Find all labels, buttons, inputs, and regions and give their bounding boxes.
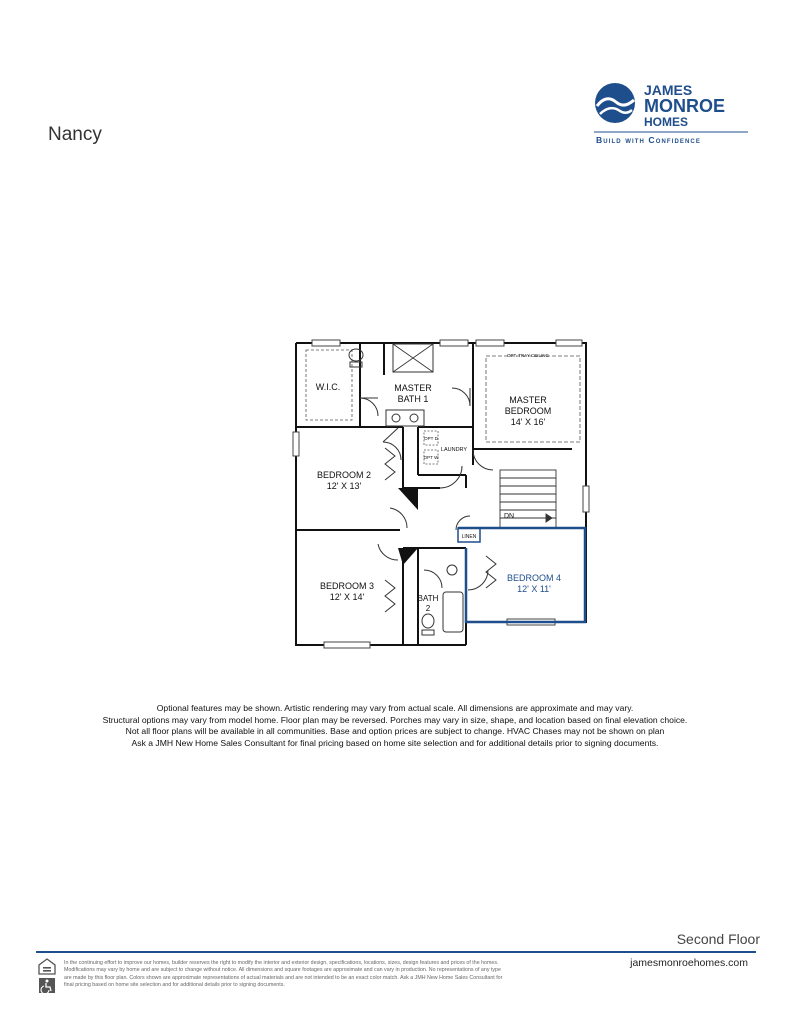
opt-washer-label: OPT W (423, 455, 439, 460)
room-label-bedroom4: BEDROOM 4 (506, 573, 562, 583)
opt-tray-ceiling-label: OPT. TRAY CEILING (506, 353, 550, 358)
room-dim-master-bedroom: 14' X 16' (510, 417, 546, 427)
logo-line3: HOMES (644, 115, 689, 129)
room-label-master-bedroom: MASTER (509, 395, 547, 405)
footer-legal-line: In the continuing effort to improve our homes, builder reserves the right to modify the interior and exterior design, specifications, locations, sizes, design features and prices of the homes. (64, 960, 499, 966)
logo-tagline: Build with Confidence (596, 135, 701, 145)
disclaimer-line: Structural options may vary from model home. Floor plan may be reversed. Porches may vary in size, shape, and location based on final elevation choice. (102, 714, 688, 725)
logo-line1: JAMES (644, 82, 693, 98)
room-label-wic: W.I.C. (315, 382, 341, 392)
svg-text:BEDROOM: BEDROOM (504, 406, 552, 416)
room-dim-bedroom2: 12' X 13' (326, 481, 362, 491)
disclaimer-line: Optional features may be shown. Artistic rendering may vary from actual scale. All dimensions are approximate and may vary. (156, 703, 634, 713)
logo-line2: MONROE (644, 96, 725, 116)
floor-label: Second Floor (676, 931, 760, 947)
disclaimer (60, 703, 730, 749)
footer-divider (36, 951, 756, 953)
room-label-bedroom3: BEDROOM 3 (319, 581, 375, 591)
disclaimer-line: Not all floor plans will be available in all communities. Base and option prices are subject to change. HVAC Chases may not be shown on plan (125, 726, 665, 737)
room-label-linen: LINEN (461, 534, 477, 540)
footer-legal-line: final pricing based on home site selection and for additional details prior to signing documents. (64, 982, 285, 989)
disclaimer-line: Ask a JMH New Home Sales Consultant for final pricing based on home site selection and for additional details prior to signing documents. (131, 737, 659, 748)
svg-text:2: 2 (425, 604, 431, 613)
stairs-down-label: DN (503, 513, 515, 520)
room-dim-bedroom4: 12' X 11' (517, 584, 551, 594)
website-link[interactable]: jamesmonroehomes.com (630, 957, 748, 969)
room-label-bath2: BATH (417, 594, 439, 603)
room-label-laundry: LAUNDRY (440, 447, 468, 453)
plan-name: Nancy (48, 124, 102, 145)
equal-housing-icon (38, 958, 56, 994)
footer-legal-line: are made by this floor plan. Colors shown are approximate representations of actual materials and are not intended to be an exact color match. Ask a JMH New Home Sales Consultant for (64, 974, 503, 981)
footer-legal-line: Modifications may vary by home and are subject to change without notice. All dimensions and square footages are approximate and can vary in production. No representations of any type (64, 967, 501, 974)
room-label-master-bath: MASTER (394, 383, 432, 393)
svg-text:BATH 1: BATH 1 (397, 394, 429, 404)
opt-dryer-label: OPT D (424, 436, 438, 441)
footer-legal-text (64, 960, 604, 990)
room-dim-bedroom3: 12' X 14' (329, 592, 365, 602)
room-label-bedroom2: BEDROOM 2 (316, 470, 372, 480)
